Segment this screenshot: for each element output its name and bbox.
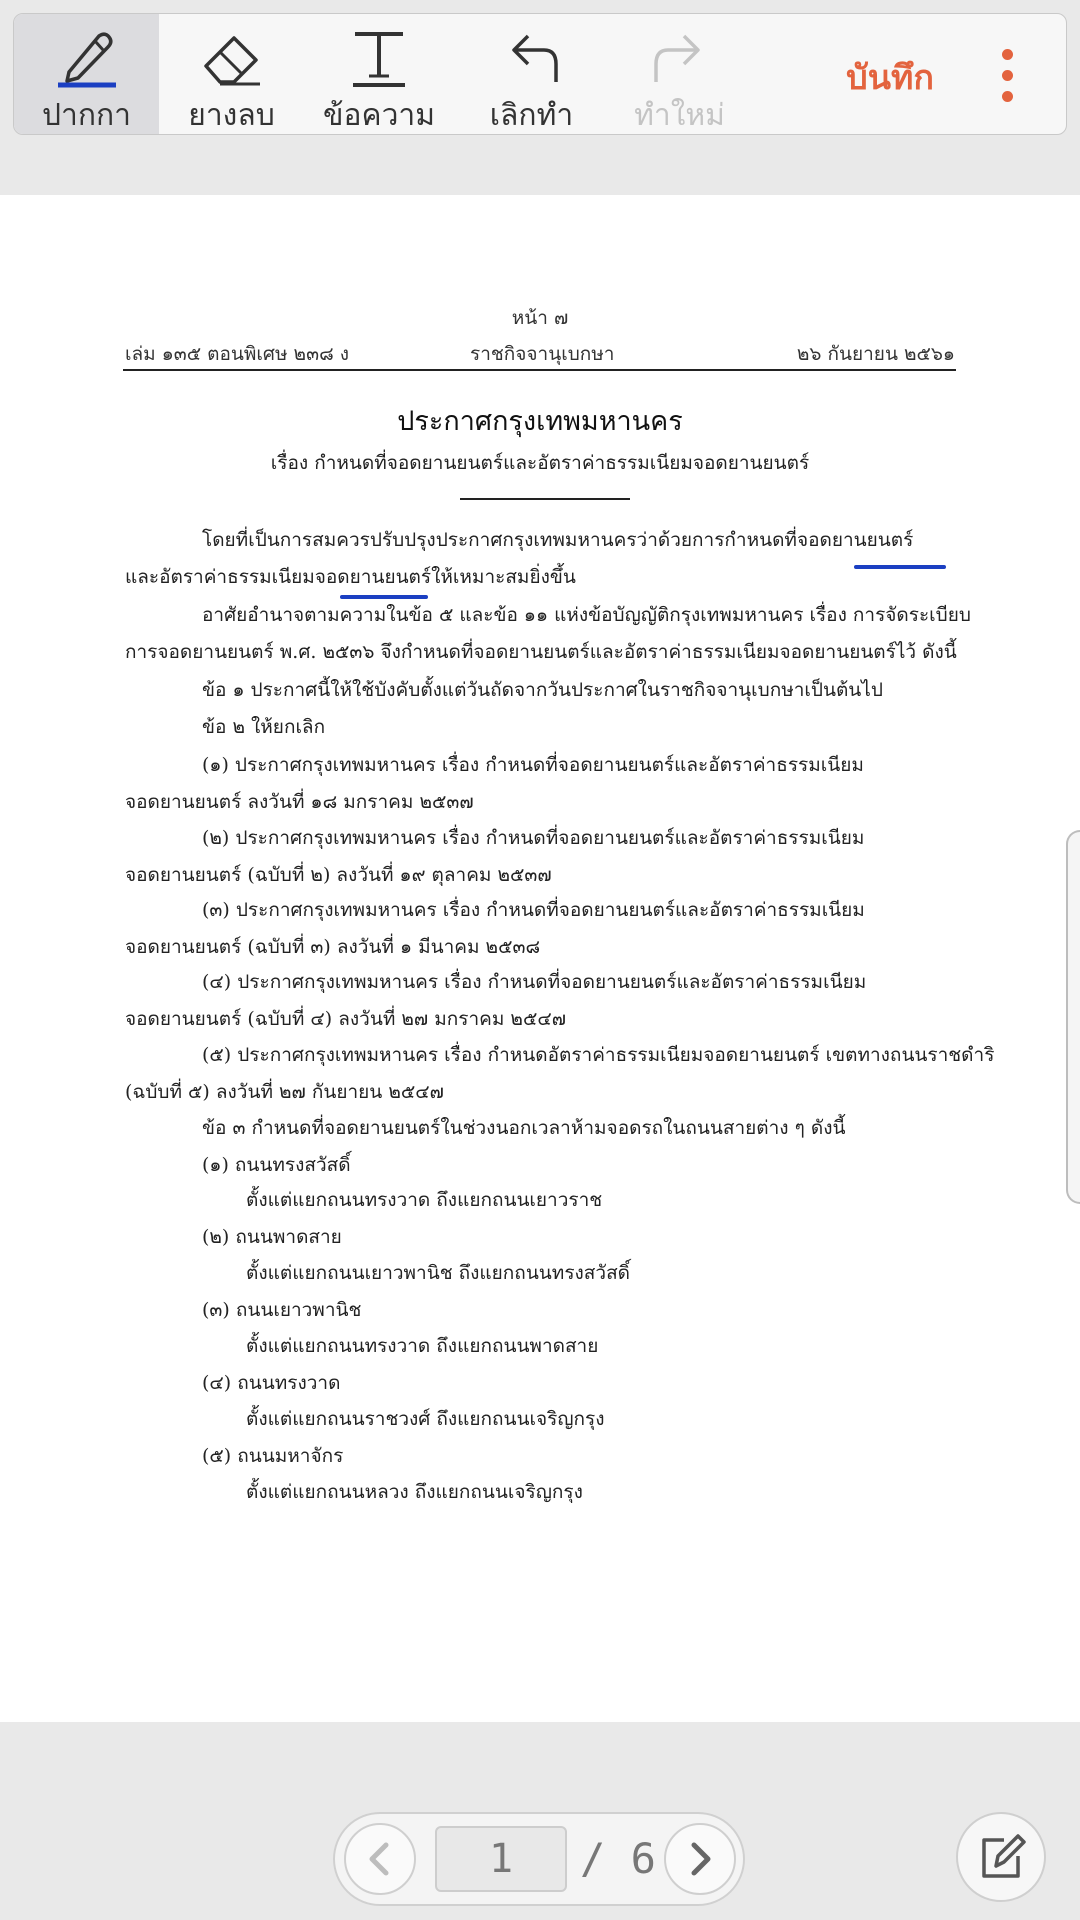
text-tool-button[interactable] [304,14,454,134]
header-gazette-name: ราชกิจจานุเบกษา [470,343,615,365]
document-subject: เรื่อง กำหนดที่จอดยานยนตร์และอัตราค่าธรรมเนียมจอดยานยนตร์ [270,452,810,474]
document-title: ประกาศกรุงเทพมหานคร [397,406,683,437]
eraser-tool-button[interactable] [159,14,304,134]
header-date: ๒๖ กันยายน ๒๕๖๑ [796,343,955,365]
document-page [0,195,1080,1722]
document-line: (๓) ถนนเยาวพานิช [202,1299,362,1321]
undo-icon [500,28,564,88]
document-line: (๕) ถนนมหาจักร [202,1445,344,1467]
document-line: ตั้งแต่แยกถนนทรงวาด ถึงแยกถนนเยาวราช [246,1189,603,1211]
redo-button[interactable] [607,14,752,134]
document-line: จอดยานยนตร์ (ฉบับที่ ๔) ลงวันที่ ๒๗ มกราคม ๒๕๔๗ [125,1008,566,1030]
page-total: / 6 [580,1834,656,1883]
header-volume: เล่ม ๑๓๕ ตอนพิเศษ ๒๓๘ ง [125,343,350,365]
redo-icon [648,28,712,88]
more-options-icon[interactable] [992,49,1022,103]
document-line: ตั้งแต่แยกถนนหลวง ถึงแยกถนนเจริญกรุง [246,1481,583,1503]
scroll-handle[interactable] [1066,830,1080,1204]
document-line: ตั้งแต่แยกถนนทรงวาด ถึงแยกถนนพาดสาย [246,1335,599,1357]
document-line: จอดยานยนตร์ (ฉบับที่ ๒) ลงวันที่ ๑๙ ตุลาคม ๒๕๓๗ [125,864,552,886]
document-line: ตั้งแต่แยกถนนราชวงศ์ ถึงแยกถนนเจริญกรุง [246,1408,605,1430]
document-line: ตั้งแต่แยกถนนเยาวพานิช ถึงแยกถนนทรงสวัสดิ์ [246,1262,630,1284]
text-icon [347,28,411,88]
text-tool-label: ข้อความ [322,98,436,133]
page-number-input[interactable]: 1 [435,1826,567,1892]
title-divider [460,498,630,500]
document-line: จอดยานยนตร์ ลงวันที่ ๑๘ มกราคม ๒๕๓๗ [125,791,474,813]
pen-annotation-stroke [340,595,428,599]
chevron-left-icon [346,1825,414,1893]
pen-tool-button[interactable] [14,14,159,134]
document-line: (๓) ประกาศกรุงเทพมหานคร เรื่อง กำหนดที่จอดยานยนตร์และอัตราค่าธรรมเนียม [202,899,865,921]
pen-annotation-stroke [854,565,946,569]
document-line: และอัตราค่าธรรมเนียมจอดยานยนตร์ให้เหมาะสมยิ่งขึ้น [125,566,576,588]
document-line: ข้อ ๒ ให้ยกเลิก [202,716,326,738]
document-line: ข้อ ๑ ประกาศนี้ให้ใช้บังคับตั้งแต่วันถัดจากวันประกาศในราชกิจจานุเบกษาเป็นต้นไป [202,679,883,701]
document-line: ข้อ ๓ กำหนดที่จอดยานยนตร์ในช่วงนอกเวลาห้ามจอดรถในถนนสายต่าง ๆ ดังนี้ [202,1117,846,1139]
document-line: จอดยานยนตร์ (ฉบับที่ ๓) ลงวันที่ ๑ มีนาคม ๒๕๓๘ [125,936,541,958]
document-line: (๔) ประกาศกรุงเทพมหานคร เรื่อง กำหนดที่จอดยานยนตร์และอัตราค่าธรรมเนียม [202,971,867,993]
annotation-toolbar [13,13,1067,135]
save-button[interactable]: บันทึก [846,58,934,98]
previous-page-button[interactable] [344,1823,416,1895]
document-line: (๒) ถนนพาดสาย [202,1226,342,1248]
edit-icon [958,1814,1044,1900]
document-line: (๕) ประกาศกรุงเทพมหานคร เรื่อง กำหนดอัตราค่าธรรมเนียมจอดยานยนตร์ เขตทางถนนราชดำริ [202,1044,995,1066]
document-line: การจอดยานยนตร์ พ.ศ. ๒๕๓๖ จึงกำหนดที่จอดยานยนตร์และอัตราค่าธรรมเนียมจอดยานยนตร์ไว้ ดังนี้ [125,641,957,663]
document-line: โดยที่เป็นการสมควรปรับปรุงประกาศกรุงเทพมหานครว่าด้วยการกำหนดที่จอดยานยนตร์ [202,529,914,551]
pen-icon [55,28,119,88]
next-page-button[interactable] [664,1823,736,1895]
document-line: (๑) ประกาศกรุงเทพมหานคร เรื่อง กำหนดที่จอดยานยนตร์และอัตราค่าธรรมเนียม [202,754,864,776]
undo-label: เลิกทำ [489,98,574,133]
document-line: (ฉบับที่ ๕) ลงวันที่ ๒๗ กันยายน ๒๕๔๗ [125,1081,444,1103]
redo-label: ทำใหม่ [634,98,725,133]
document-line: (๒) ประกาศกรุงเทพมหานคร เรื่อง กำหนดที่จอดยานยนตร์และอัตราค่าธรรมเนียม [202,827,865,849]
header-divider [123,369,956,371]
document-line: (๑) ถนนทรงสวัสดิ์ [202,1154,351,1176]
page-number-label: หน้า ๗ [511,307,569,329]
page-navigator [333,1812,745,1906]
pen-tool-label: ปากกา [41,98,132,133]
eraser-tool-label: ยางลบ [188,98,275,133]
chevron-right-icon [666,1825,734,1893]
document-line: (๔) ถนนทรงวาด [202,1372,341,1394]
undo-button[interactable] [459,14,604,134]
document-line: อาศัยอำนาจตามความในข้อ ๕ และข้อ ๑๑ แห่งข้อบัญญัติกรุงเทพมหานคร เรื่อง การจัดระเบียบ [202,604,971,626]
eraser-icon [200,28,264,88]
edit-annotation-button[interactable] [956,1812,1046,1902]
